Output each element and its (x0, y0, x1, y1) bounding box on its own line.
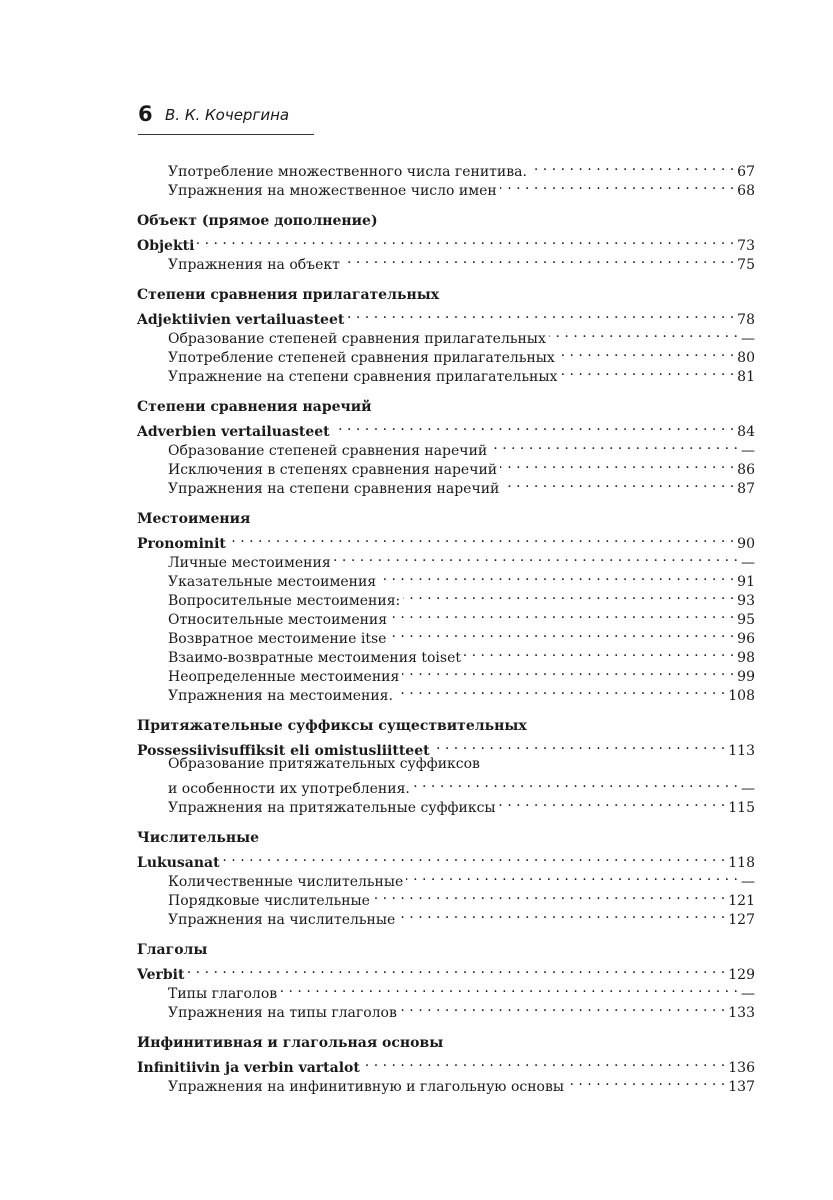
toc-entry-title: Pronominit (137, 536, 226, 552)
toc-leader-dots (396, 681, 725, 700)
toc-leader-dots (490, 436, 738, 455)
toc-leader-dots (334, 548, 738, 567)
toc-entry-title: Упражнения на типы глаголов (168, 1005, 397, 1021)
toc-entry-title: Упражнение на степени сравнения прилагательных (168, 369, 558, 385)
toc-page-number: — (741, 555, 755, 571)
table-of-contents (137, 157, 755, 1095)
toc-page-number: — (741, 331, 755, 347)
toc-entry-title: Образование степеней сравнения наречий (168, 443, 488, 459)
toc-leader-dots (389, 624, 734, 643)
toc-main-entry (137, 1053, 755, 1076)
toc-page-number: 80 (737, 350, 755, 366)
toc-page-number: 68 (737, 183, 755, 199)
toc-entry-title: Verbit (137, 967, 185, 983)
toc-leader-dots (363, 1053, 725, 1072)
toc-leader-dots (500, 176, 734, 195)
toc-entry-title: Упражнения на множественное число имен (168, 183, 497, 199)
toc-leader-dots (400, 998, 725, 1017)
toc-entry-title: Упражнения на местоимения. (168, 688, 393, 704)
page-number: 6 (138, 102, 153, 126)
toc-entry-title: Неопределенные местоимения (168, 669, 400, 685)
toc-page-number: 75 (737, 257, 755, 273)
toc-leader-dots (373, 886, 725, 905)
toc-page-number: — (741, 443, 755, 459)
toc-entry-title: Adverbien vertailuasteet (137, 424, 330, 440)
toc-entry-title: Относительные местоимения (168, 612, 388, 628)
toc-entry-title: Числительные (137, 830, 260, 846)
toc-main-entry (137, 848, 755, 871)
toc-entry-title: Глаголы (137, 942, 208, 958)
toc-page-number: 96 (737, 631, 755, 647)
toc-leader-dots (187, 960, 725, 979)
toc-page-number: 98 (737, 650, 755, 666)
toc-sub-entry (137, 755, 755, 774)
toc-page-number: — (741, 986, 755, 1002)
toc-leader-dots (560, 362, 734, 381)
toc-section-heading (137, 829, 755, 848)
toc-entry-title: Possessiivisuffiksit eli omistusliitteet (137, 743, 430, 759)
toc-entry-title: Местоимения (137, 511, 251, 527)
toc-entry-title: и особенности их употребления. (168, 781, 410, 797)
toc-entry-title: Упражнения на объект (168, 257, 340, 273)
toc-leader-dots (464, 643, 734, 662)
toc-page-number: 121 (728, 893, 755, 909)
toc-page-number: 73 (737, 238, 755, 254)
toc-page-number: 78 (737, 312, 755, 328)
toc-leader-dots (223, 848, 726, 867)
toc-entry-title: Возвратное местоимение itse (168, 631, 387, 647)
toc-page-number: 93 (737, 593, 755, 609)
author-name: В. К. Кочергина (165, 106, 290, 124)
toc-entry-title: Количественные числительные (168, 874, 404, 890)
toc-main-entry (137, 231, 755, 254)
toc-page-number: 86 (737, 462, 755, 478)
toc-sub-entry (137, 774, 755, 797)
toc-sub-entry (137, 867, 755, 890)
toc-leader-dots (229, 529, 734, 548)
toc-leader-dots (413, 774, 738, 793)
toc-entry-title: Степени сравнения наречий (137, 399, 372, 415)
toc-entry-title: Упражнения на притяжательные суффиксы (168, 800, 496, 816)
toc-page-number: 95 (737, 612, 755, 628)
toc-page-number: 90 (737, 536, 755, 552)
toc-page-number: 108 (728, 688, 755, 704)
toc-entry-title: Указательные местоимения (168, 574, 377, 590)
toc-section-heading (137, 212, 755, 231)
toc-entry-title: Вопросительные местоимения: (168, 593, 401, 609)
toc-main-entry (137, 736, 755, 759)
toc-entry-title: Порядковые числительные (168, 893, 370, 909)
toc-main-entry (137, 417, 755, 440)
toc-leader-dots (379, 567, 734, 586)
toc-section-heading (137, 510, 755, 529)
toc-entry-title: Личные местоимения (168, 555, 331, 571)
toc-entry-title: Adjektiivien vertailuasteet (137, 312, 345, 328)
toc-page-number: — (741, 781, 755, 797)
toc-section-heading (137, 286, 755, 305)
toc-leader-dots (280, 979, 738, 998)
toc-page-number: 99 (737, 669, 755, 685)
toc-page-number: 127 (728, 912, 755, 928)
toc-page-number: 137 (728, 1079, 755, 1095)
toc-section-heading (137, 717, 755, 736)
toc-page-number: 91 (737, 574, 755, 590)
toc-leader-dots (433, 736, 726, 755)
toc-entry-title: Образование притяжательных суффиксов (168, 756, 480, 772)
toc-main-entry (137, 305, 755, 328)
running-header (138, 102, 314, 135)
toc-entry-title: Употребление степеней сравнения прилагательных (168, 350, 555, 366)
toc-page-number: 118 (728, 855, 755, 871)
toc-leader-dots (333, 417, 735, 436)
toc-leader-dots (403, 586, 734, 605)
toc-page-number: — (741, 874, 755, 890)
toc-entry-title: Взаимо-возвратные местоимения toiset (168, 650, 462, 666)
toc-entry-title: Упражнения на степени сравнения наречий (168, 481, 500, 497)
toc-page-number: 87 (737, 481, 755, 497)
toc-leader-dots (502, 474, 734, 493)
toc-leader-dots (347, 305, 734, 324)
toc-leader-dots (406, 867, 738, 886)
toc-sub-entry (137, 979, 755, 1002)
toc-leader-dots (343, 250, 734, 269)
toc-page-number: 113 (728, 743, 755, 759)
toc-page-number: 84 (737, 424, 755, 440)
toc-entry-title: Упражнения на инфинитивную и глагольную основы (168, 1079, 564, 1095)
toc-page-number: 81 (737, 369, 755, 385)
toc-leader-dots (549, 324, 738, 343)
toc-leader-dots (197, 231, 734, 250)
toc-entry-title: Lukusanat (137, 855, 220, 871)
toc-page-number: 115 (728, 800, 755, 816)
toc-entry-title: Степени сравнения прилагательных (137, 287, 440, 303)
toc-leader-dots (398, 905, 725, 924)
toc-section-heading (137, 398, 755, 417)
toc-sub-entry (137, 548, 755, 571)
toc-leader-dots (499, 793, 726, 812)
toc-entry-title: Инфинитивная и глагольная основы (137, 1035, 444, 1051)
toc-entry-title: Притяжательные суффиксы существительных (137, 718, 527, 734)
toc-page-number: 136 (728, 1060, 755, 1076)
toc-leader-dots (558, 343, 734, 362)
toc-entry-title: Infinitiivin ja verbin vartalot (137, 1060, 360, 1076)
toc-page-number: 67 (737, 164, 755, 180)
toc-entry-title: Исключения в степенях сравнения наречий (168, 462, 498, 478)
toc-leader-dots (390, 605, 734, 624)
toc-leader-dots (500, 455, 734, 474)
toc-entry-title: Objekti (137, 238, 195, 254)
toc-main-entry (137, 529, 755, 552)
toc-entry-title: Типы глаголов (168, 986, 278, 1002)
toc-leader-dots (567, 1072, 725, 1091)
toc-entry-title: Упражнения на числительные (168, 912, 396, 928)
toc-section-heading (137, 1034, 755, 1053)
toc-entry-title: Образование степеней сравнения прилагательных (168, 331, 546, 347)
toc-page-number: 133 (728, 1005, 755, 1021)
toc-leader-dots (530, 157, 734, 176)
toc-section-heading (137, 941, 755, 960)
toc-leader-dots (402, 662, 734, 681)
toc-sub-entry (137, 250, 755, 273)
toc-sub-entry (137, 157, 755, 180)
toc-entry-title: Объект (прямое дополнение) (137, 213, 378, 229)
toc-entry-title: Употребление множественного числа генитива. (168, 164, 527, 180)
toc-page-number: 129 (728, 967, 755, 983)
toc-main-entry (137, 960, 755, 983)
